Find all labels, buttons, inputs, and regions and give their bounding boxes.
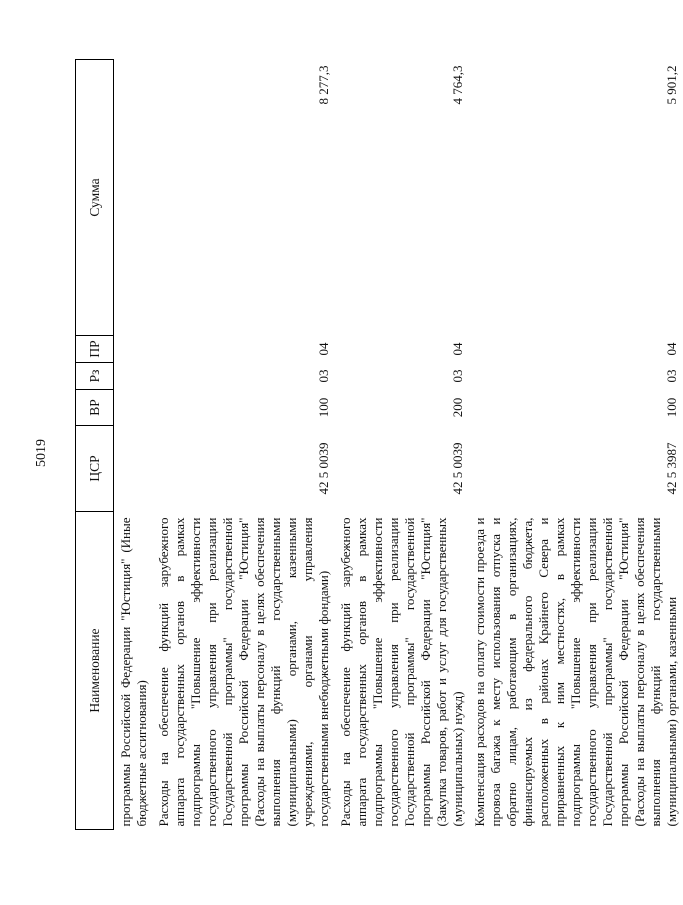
header-csr: ЦСР (76, 426, 114, 512)
row-pr (114, 336, 154, 363)
row-csr: 42 5 0039 (316, 442, 331, 495)
row-rz: 03 (450, 369, 465, 383)
header-vr: ВР (76, 390, 114, 426)
row-csr: 42 5 0039 (450, 442, 465, 495)
row-name: Расходы на обеспечение функций зарубежного аппарата государственных органов в рамках подпрограммы "Повышение эффективности государственного управления при реализации Государственной программы" государственной программы Российской Федерации "Юстиция" (Расходы на выплаты персоналу в целях обеспечения выполнения функций государственными (муниципальными) органами, казенными учреждениями, органами управления государственными внебюджетными фондами) (156, 517, 331, 827)
row-vr: 100 (664, 397, 679, 418)
table-row (114, 60, 154, 830)
table-body (114, 60, 683, 830)
row-rz: 03 (664, 369, 679, 383)
table-row (469, 60, 683, 830)
page-number: 5019 (34, 439, 49, 467)
budget-table (75, 59, 683, 830)
row-vr: 100 (316, 397, 331, 418)
row-sum (114, 60, 154, 336)
row-vr: 200 (450, 397, 465, 418)
row-sum: 4 764,3 (450, 65, 465, 105)
rotated-table-wrapper (75, 60, 679, 830)
row-csr: 42 5 3987 (664, 442, 679, 495)
header-name: Наименование (76, 512, 114, 830)
row-sum: 5 901,2 (664, 65, 679, 105)
table-row (335, 60, 469, 830)
row-csr (114, 426, 154, 512)
row-name: Расходы на обеспечение функций зарубежного аппарата государственных органов в рамках подпрограммы "Повышение эффективности государственного управления при реализации Государственной программы" государственной программы Российской Федерации "Юстиция" (Закупка товаров, работ и услуг для государственных (муниципальных) нужд) (338, 517, 465, 827)
header-pr: ПР (76, 336, 114, 363)
row-pr: 04 (664, 342, 679, 356)
table-row (153, 60, 335, 830)
row-pr: 04 (450, 342, 465, 356)
row-rz (114, 363, 154, 390)
table-header (76, 60, 114, 830)
row-vr (114, 390, 154, 426)
row-rz: 03 (316, 369, 331, 383)
header-rz: Рз (76, 363, 114, 390)
row-name: программы Российской Федерации "Юстиция" (Иные бюджетные ассигнования) (118, 517, 149, 827)
header-sum: Сумма (76, 60, 114, 336)
row-pr: 04 (316, 342, 331, 356)
row-name: Компенсация расходов на оплату стоимости проезда и провоза багажа к месту использования отпуска и обратно лицам, работающим в организациях, финансируемых из федерального бюджета, расположенных в районах Крайнего Севера и приравненных к ним местностях, в рамках подпрограммы "Повышение эффективности государственного управления при реализации Государственной программы" государственной программы Российской Федерации "Юстиция" (Расходы на выплаты персоналу в целях обеспечения выполнения функций государственными (муниципальными) органами, казенными (472, 517, 679, 827)
row-sum: 8 277,3 (316, 65, 331, 105)
